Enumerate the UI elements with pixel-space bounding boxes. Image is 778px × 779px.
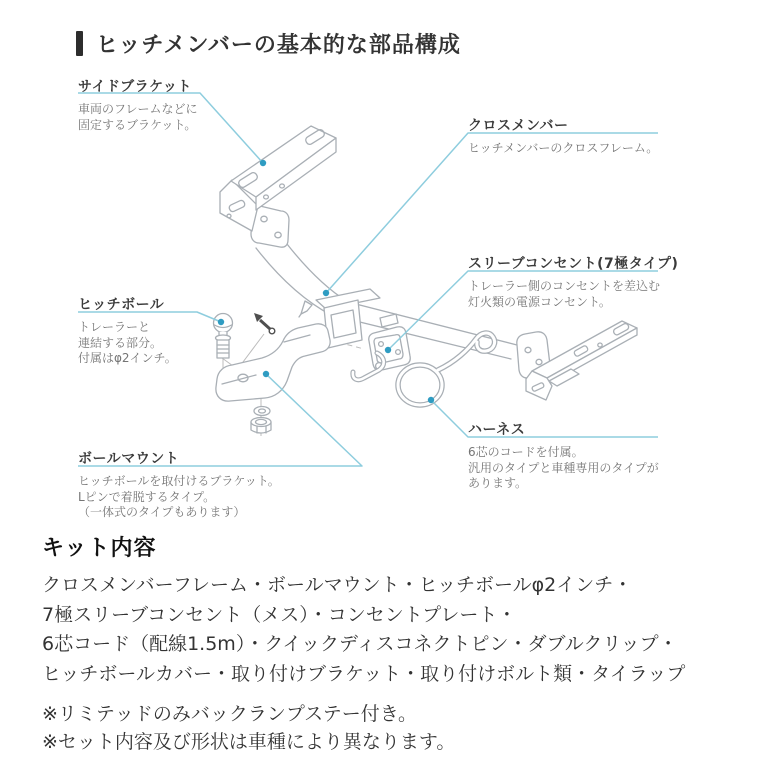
kit-contents-section — [42, 531, 685, 689]
callout-desc-line: ヒッチメンバーのクロスフレーム。 — [468, 141, 659, 155]
callout-desc-line: （一体式のタイプもあります） — [78, 505, 246, 519]
section-title-text: ヒッチメンバーの基本的な部品構成 — [96, 33, 461, 58]
callout-desc-line: ヒッチボールを取付けるブラケット。 — [78, 474, 280, 488]
callout-desc-line: トレーラー側のコンセントを差込む — [468, 279, 661, 293]
callout-title: サイドブラケット — [78, 79, 192, 95]
title-accent-bar — [76, 31, 83, 56]
callout-desc-line: トレーラーと — [78, 320, 151, 334]
footnotes — [42, 700, 455, 756]
callout-title: ハーネス — [468, 422, 526, 438]
footnote-line: ※セット内容及び形状は車種により異なります。 — [42, 731, 456, 753]
kit-contents-line: 7極スリーブコンセント（メス）・コンセントプレート・ — [42, 603, 517, 626]
callout-desc-line: 固定するブラケット。 — [78, 117, 197, 132]
callout-desc-line: 灯火類の電源コンセント。 — [468, 294, 611, 309]
ball-mount-drawing — [216, 324, 330, 401]
callout-harness — [468, 419, 659, 492]
callout-title: スリーブコンセント(7極タイプ) — [468, 256, 679, 272]
kit-contents-line: クロスメンバーフレーム・ボールマウント・ヒッチボールφ2インチ・ — [42, 574, 633, 596]
callout-title: ヒッチボール — [78, 297, 165, 313]
callout-cross-member — [468, 115, 658, 157]
callout-title: クロスメンバー — [468, 118, 569, 134]
kit-contents-line: ヒッチボールカバー・取り付けブラケット・取り付けボルト類・タイラップ — [42, 662, 686, 685]
callout-desc-line: 連結する部分。 — [78, 335, 163, 350]
double-clip-drawing — [299, 301, 312, 317]
section-title — [76, 28, 461, 59]
callout-desc-line: 付属はφ2インチ。 — [78, 351, 177, 365]
callout-sleeve-outlet — [468, 253, 678, 310]
callout-side-bracket — [78, 76, 198, 133]
footnote-line: ※リミテッドのみバックランプステー付き。 — [42, 703, 418, 725]
kit-contents-heading: キット内容 — [42, 536, 157, 561]
callout-desc-line: 車両のフレームなどに — [78, 102, 198, 116]
callout-desc-line: Lピンで着脱するタイプ。 — [78, 489, 216, 504]
callout-desc-line: あります。 — [468, 476, 528, 490]
quick-disconnect-pin-drawing — [254, 313, 275, 334]
washer-drawing — [254, 407, 270, 416]
callout-hitch-ball — [78, 294, 177, 367]
callout-desc-line: 汎用のタイプと車種専用のタイプが — [468, 460, 659, 475]
nut-drawing — [251, 418, 271, 434]
callout-title: ボールマウント — [78, 451, 180, 467]
kit-contents-line: 6芯コード（配線1.5m）・クイックディスコネクトピン・ダブルクリップ・ — [42, 633, 678, 655]
callout-desc-line: 6芯のコードを付属。 — [468, 445, 584, 459]
callout-ball-mount — [78, 448, 280, 521]
